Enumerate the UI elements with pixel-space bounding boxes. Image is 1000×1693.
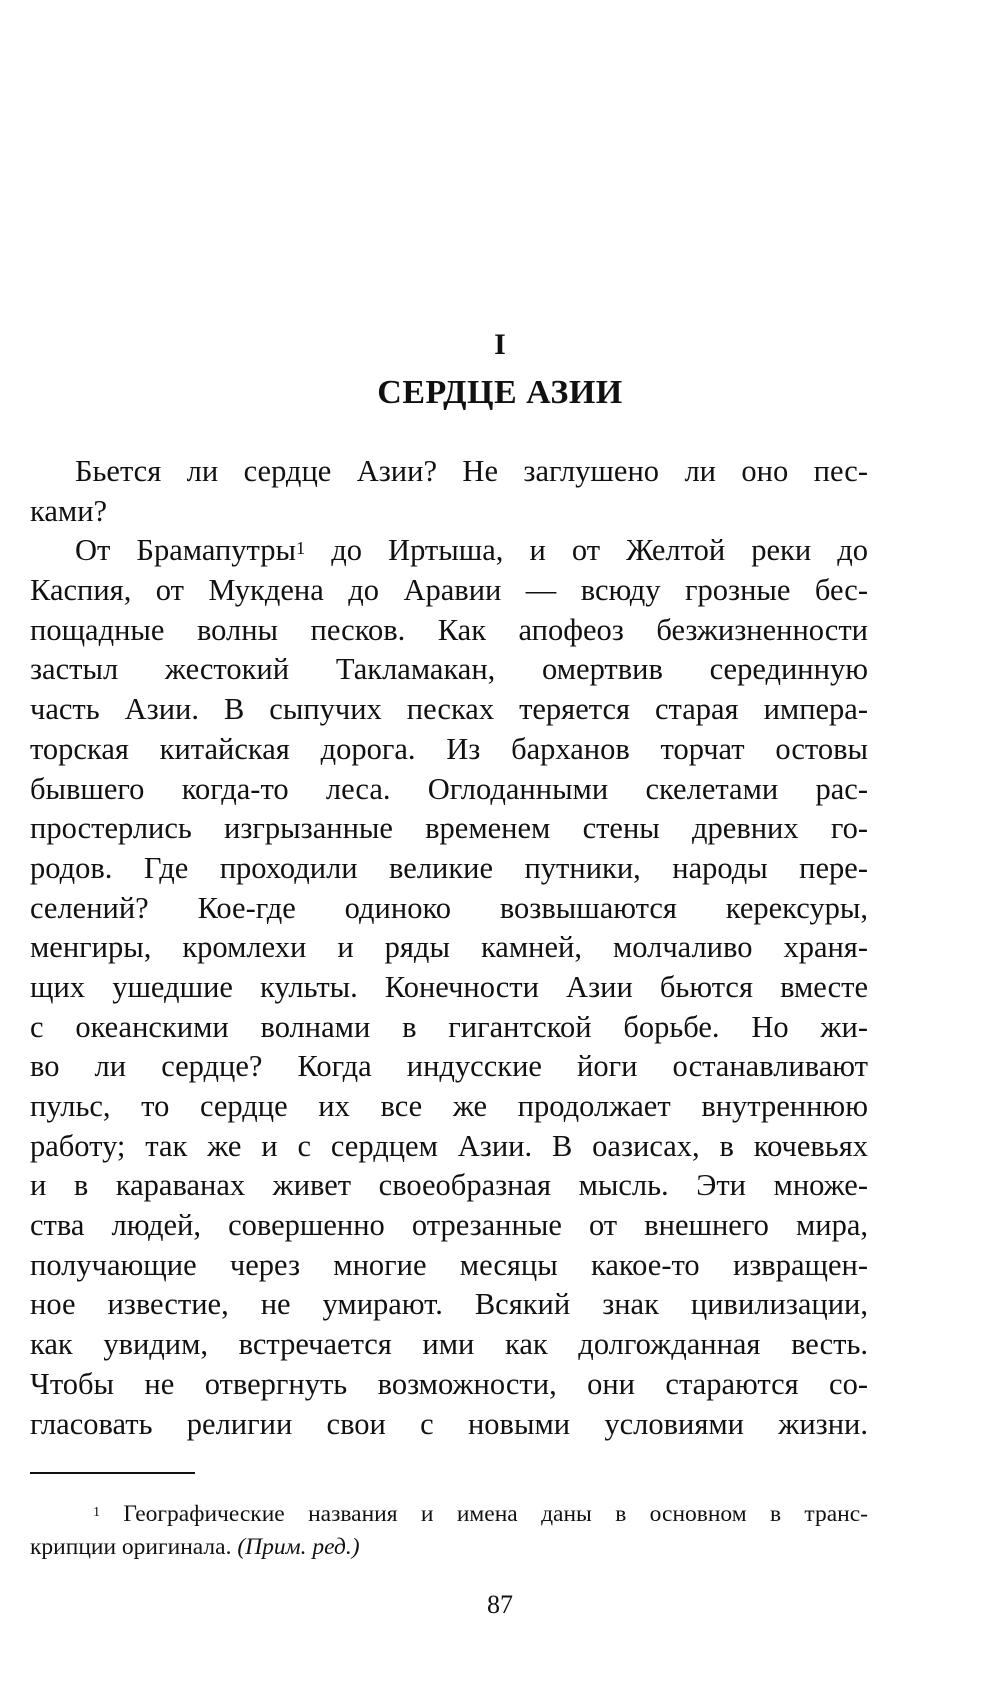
text-line: пульс, то сердце их все же продолжает внутреннюю: [30, 1089, 868, 1123]
text-line: Бьется ли сердце Азии? Не заглушено ли оно пес-: [75, 454, 868, 488]
text-fragment: От Брамапутры: [75, 533, 296, 568]
text-line: ства людей, совершенно отрезанные от внешнего мира,: [30, 1208, 868, 1243]
text-line: как увидим, встречается ими как долгожданная весть.: [30, 1327, 868, 1362]
text-line: ками?: [30, 493, 108, 528]
footnote-text: Географические названия и имена даны в основном в транс-: [123, 1501, 869, 1527]
text-line: простерлись изгрызанные временем стены древних го-: [30, 811, 868, 846]
text-line: селений? Кое-где одиноко возвышаются керексуры,: [30, 890, 868, 925]
text-line: гласовать религии свои с новыми условиями жизни.: [30, 1406, 868, 1441]
footnote-divider: [30, 1472, 195, 1474]
editor-note: (Прим. ред.): [237, 1534, 360, 1560]
text-line: с океанскими волнами в гигантской борьбе. Но жи-: [30, 1009, 868, 1044]
chapter-title: СЕРДЦЕ АЗИИ: [377, 374, 623, 411]
text-line: во ли сердце? Когда индусские йоги останавливают: [30, 1049, 868, 1084]
text-line: менгиры, кромлехи и ряды камней, молчаливо храня-: [30, 930, 868, 965]
text-fragment: до Иртыша, и от Желтой реки до: [331, 533, 869, 568]
text-line: и в караванах живет своеобразная мысль. Эти множе-: [30, 1168, 868, 1203]
text-line: щих ушедшие культы. Конечности Азии бьются вместе: [30, 969, 868, 1004]
text-line: родов. Где проходили великие путники, народы пере-: [30, 850, 868, 885]
chapter-number: I: [494, 328, 506, 361]
page-number: 87: [487, 1590, 513, 1619]
footnote-ref[interactable]: 1: [295, 538, 306, 559]
body-text: [30, 452, 868, 1444]
text-line: Каспия, от Мукдена до Аравии — всюду грозные бес-: [30, 573, 868, 608]
footnote: [30, 1498, 868, 1564]
text-line: [30, 531, 868, 571]
footnote-marker: 1: [93, 1504, 101, 1520]
text-line: работу; так же и с сердцем Азии. В оазисах, в кочевьях: [30, 1128, 868, 1163]
text-line: застыл жестокий Такламакан, омертвив серединную: [30, 652, 868, 687]
footnote-line: [30, 1498, 868, 1531]
footnote-text: крипции оригинала.: [30, 1534, 232, 1560]
footnote-line: [30, 1531, 868, 1564]
text-line: ное известие, не умирают. Всякий знак цивилизации,: [30, 1287, 868, 1322]
text-line: торская китайская дорога. Из барханов торчат остовы: [30, 731, 868, 766]
text-line: бывшего когда-то леса. Оглоданными скелетами рас-: [30, 771, 868, 806]
text-line: часть Азии. В сыпучих песках теряется старая импера-: [30, 692, 868, 727]
text-line: получающие через многие месяцы какое-то извращен-: [30, 1247, 868, 1282]
text-line: Чтобы не отвергнуть возможности, они стараются со-: [30, 1366, 868, 1401]
text-line: пощадные волны песков. Как апофеоз безжизненности: [30, 612, 868, 647]
